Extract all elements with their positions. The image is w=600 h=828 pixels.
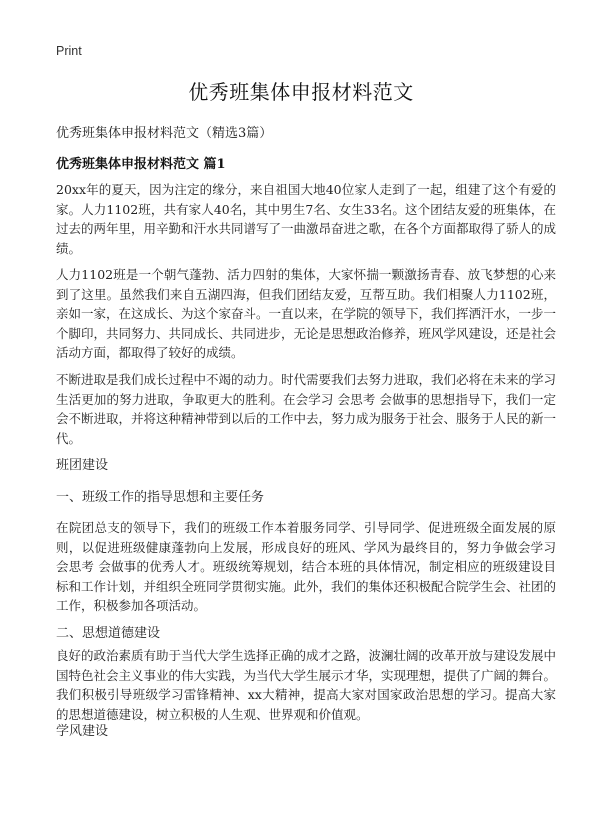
paragraph-guiding-ideas: 在院团总支的领导下，我们的班级工作本着服务同学、引导同学、促进班级全面发展的原则，以促进班级健康蓬勃向上发展，形成良好的班风、学风为最终目的，努力争做会学习 会思考 会做事的优秀人才。班级统筹规划，结合本班的具体情况，制定相应的班级建设目标和工作计划，并组织全班同学贯彻实施。此外，我们的集体还积极配合院学生会、社团的工作，积极参加各项活动。 bbox=[56, 520, 557, 614]
heading-part-one: 一、班级工作的指导思想和主要任务 bbox=[56, 490, 265, 505]
document-subtitle: 优秀班集体申报材料范文（精选3篇） bbox=[56, 126, 273, 141]
heading-part-two: 二、思想道德建设 bbox=[56, 626, 161, 641]
section-heading: 优秀班集体申报材料范文 篇1 bbox=[56, 157, 226, 172]
paragraph-moral-building: 良好的政治素质有助于当代大学生选择正确的成才之路，波澜壮阔的改革开放与建设发展中国特色社会主义事业的伟大实践，为当代大学生展示才华，实现理想，提供了广阔的舞台。我们积极引导班级学习雷锋精神、xx大精神，提高大家对国家政治思想的学习。提高大家的思想道德建设，树立积极的人生观、世界观和价值观。 bbox=[56, 648, 557, 722]
paragraph-progress: 不断进取是我们成长过程中不竭的动力。时代需要我们去努力进取，我们必将在未来的学习生活更加的努力进取，争取更大的胜利。在会学习 会思考 会做事的思想指导下，我们一定会不断进取，并将这种精神带到以后的工作中去，努力成为服务于社会、服务于人民的新一代。 bbox=[56, 372, 557, 446]
print-link[interactable]: Print bbox=[56, 44, 82, 58]
paragraph-intro: 20xx年的夏天，因为注定的缘分，来自祖国大地40位家人走到了一起，组建了这个有爱的家。人力1102班，共有家人40名，其中男生7名、女生33名。这个团结友爱的班集体，在过去的两年里，用辛勤和汗水共同谱写了一曲激昂奋进之歌，在各个方面都取得了骄人的成绩。 bbox=[56, 182, 557, 256]
heading-study-style: 学风建设 bbox=[56, 724, 109, 739]
paragraph-collective: 人力1102班是一个朝气蓬勃、活力四射的集体，大家怀揣一颗激扬青春、放飞梦想的心来到了这里。虽然我们来自五湖四海，但我们团结友爱，互帮互助。我们相聚人力1102班，亲如一家，在这成长、为这个家奋斗。一直以来，在学院的领导下，我们挥洒汗水，一步一个脚印，共同努力、共同成长、共同进步，无论是思想政治修养，班风学风建设，还是社会活动方面，都取得了较好的成绩。 bbox=[56, 267, 557, 361]
heading-class-building: 班团建设 bbox=[56, 458, 109, 473]
page-title: 优秀班集体申报材料范文 bbox=[188, 80, 414, 104]
